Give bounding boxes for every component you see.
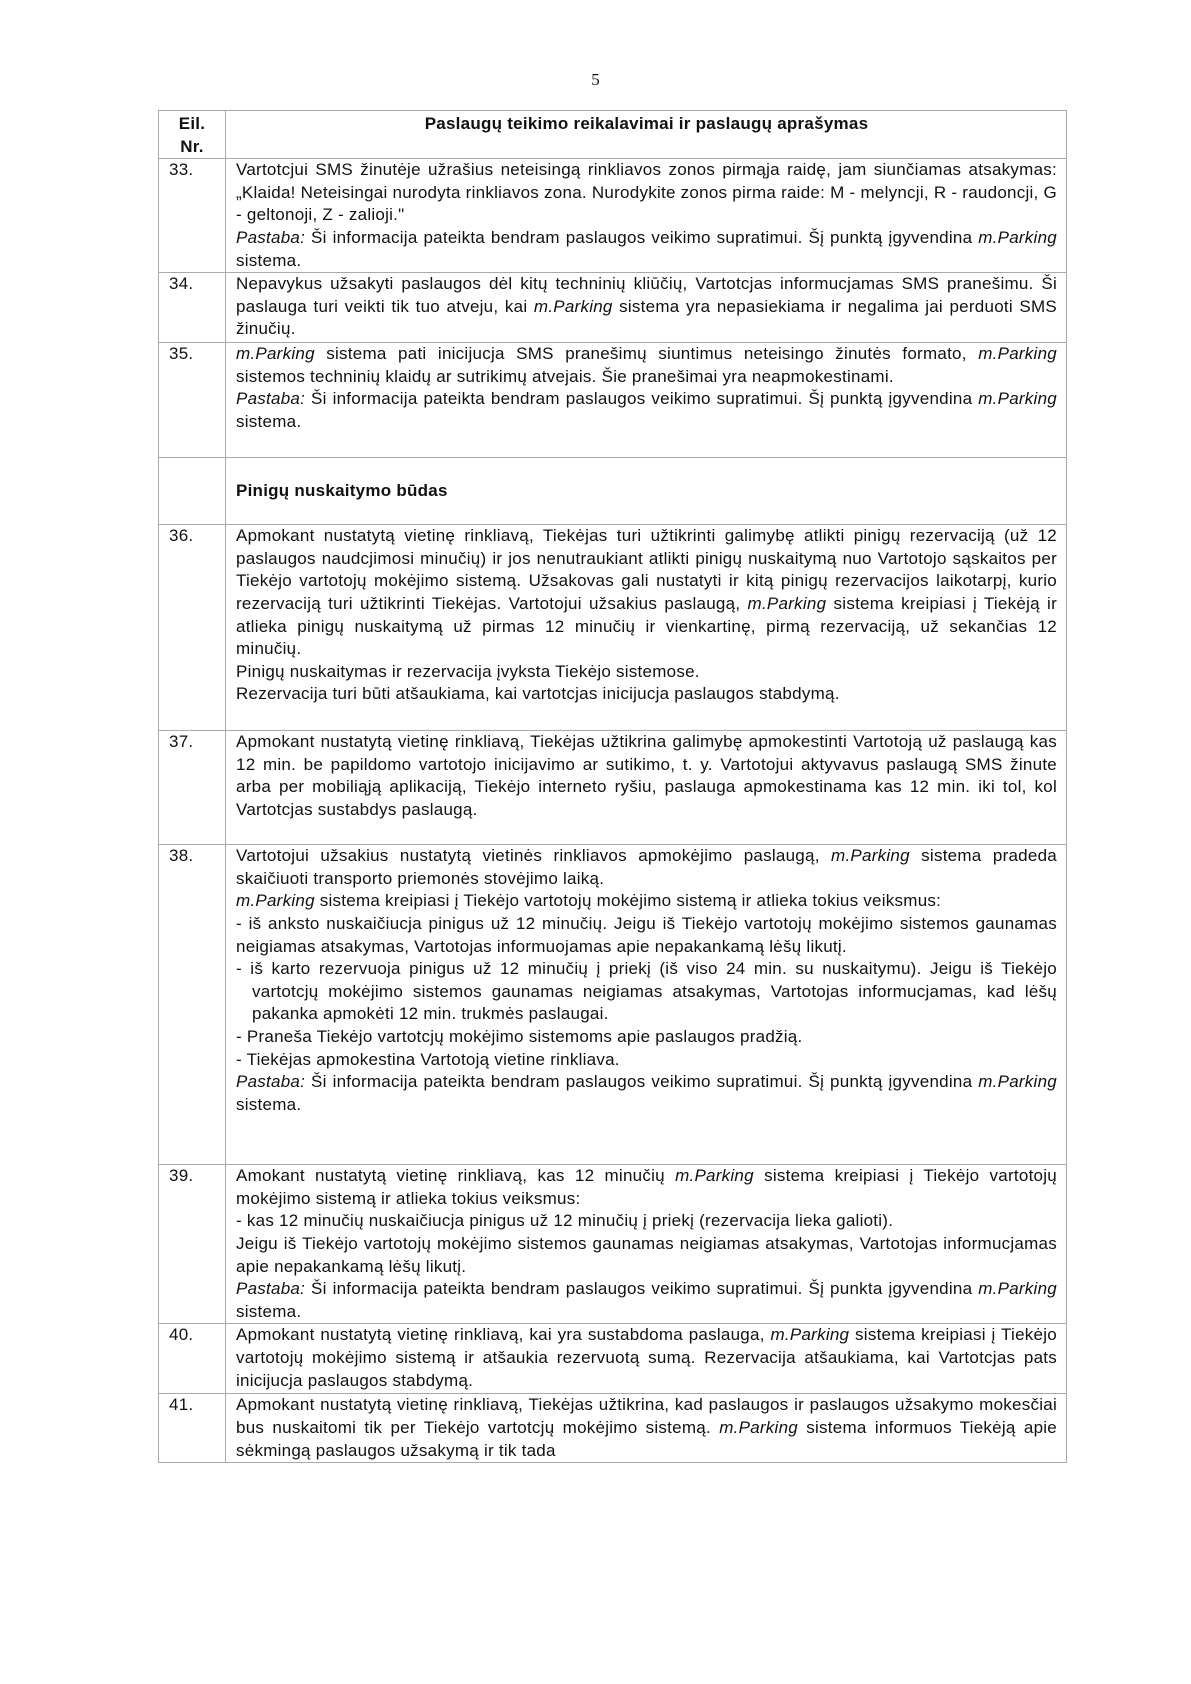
row-number: 34. [159,273,226,343]
row-description [226,845,1067,1165]
row-number: 39. [159,1165,226,1324]
text-segment: sistema. [236,411,302,431]
paragraph [236,1026,1057,1049]
paragraph [236,1324,1057,1392]
paragraph [236,525,1057,661]
row-description [226,525,1067,731]
section-row [159,458,1067,525]
paragraph [236,958,1057,1026]
italic-text: Pastaba: [236,389,306,409]
paragraph [236,1049,1057,1072]
text-segment: sistema kreipiasi į Tiekėją ir atlieka pinigų nuskaitymą už pirmas 12 minučių ir vienkartinę, pirmą rezervaciją, už sekančias 12 minučių. [236,593,1057,659]
text-segment: sistemos techninių klaidų ar sutrikimų atvejais. Šie pranešimai yra neapmokestinami. [236,366,894,386]
italic-text: Pastaba: [236,1072,306,1092]
text-segment: - kas 12 minučių nuskaičiucja pinigus už 12 minučių į priekį (rezervacija lieka galioti). [236,1211,894,1231]
table-row [159,1165,1067,1324]
paragraph [236,227,1057,272]
text-segment: Apmokant nustatytą vietinę rinkliavą, Tiekėjas užtikrina galimybę apmokestinti Vartotoją už paslaugą kas 12 min. be papildomo vartotojo inicijavimo ar sutikimo, t. y. Vartotojui aktyvavus paslaugą SMS žinute arba per mobiliąją aplikaciją, Tiekėjo interneto ryšiu, paslauga apmokestinama kas 12 min. iki tol, kol Vartotcjas sustabdys paslaugą. [236,732,1057,819]
table-row [159,845,1067,1165]
row-number: 35. [159,343,226,458]
row-number: 33. [159,159,226,273]
table-body [159,159,1067,1463]
paragraph [236,661,1057,684]
header-description: Paslaugų teikimo reikalavimai ir paslaugų aprašymas [226,111,1067,159]
text-segment: Vartotcjui SMS žinutėje užrašius neteisingą rinkliavos zonos pirmąja raidę, jam siunčiamas atsakymas: „Klaida! Neteisingai nurodyta rinkliavos zona. Nurodykite zonos pirma raide: M - melyncji, R - raudoncji, G - geltonoji, Z - zalioji." [236,160,1057,225]
text-segment: - Tiekėjas apmokestina Vartotoją vietine rinkliava. [236,1049,620,1069]
row-description [226,273,1067,343]
paragraph [236,388,1057,433]
row-description [226,1394,1067,1463]
section-heading [236,480,1057,503]
italic-text: Pastaba: [236,1279,306,1299]
text-segment: sistema yra nepasiekiama ir negalima jai perduoti SMS žinučių. [236,296,1057,339]
paragraph [236,1210,1057,1233]
table-row [159,343,1067,458]
italic-text: m.Parking [978,227,1057,247]
italic-text: m.Parking [236,344,315,364]
table-row [159,159,1067,273]
text-segment: Ši informacija pateikta bendram paslaugos veikimo supratimui. Šį punktą įgyvendina [305,1072,979,1092]
text-segment: - Praneša Tiekėjo vartotcjų mokėjimo sistemoms apie paslaugos pradžią. [236,1026,803,1046]
text-segment: sistema. [236,250,302,270]
row-description [226,1324,1067,1394]
requirements-table [158,110,1067,1463]
text-segment: Apmokant nustatytą vietinę rinkliavą, Tiekėjas užtikrina, kad paslaugos ir paslaugos užsakymo mokesčiai bus nuskaitomi tik per Tiekėjo vartotcjų mokėjimo sistemą. [236,1395,1057,1437]
page-number: 5 [591,70,600,89]
text-segment: Apmokant nustatytą vietinę rinkliavą, kai yra sustabdoma paslauga, [236,1325,771,1345]
paragraph [236,159,1057,227]
row-description [226,731,1067,845]
text-segment: sistema kreipiasi į Tiekėjo vartotojų mokėjimo sistemą ir atlieka tokius veiksmus: [314,891,942,911]
text-segment: sistema pradeda skaičiuoti transporto priemonės stovėjimo laiką. [236,846,1057,888]
italic-text: m.Parking [747,593,827,613]
row-description [226,458,1067,525]
italic-text: m.Parking [719,1417,798,1437]
italic-text: Pastaba: [236,227,306,247]
text-segment: Apmokant nustatytą vietinę rinkliavą, Tiekėjas turi užtikrinti galimybę atlikti pinigų rezervaciją (už 12 paslaugos naudcjimosi minučių) ir jos nenutraukiant atlikti pinigų nuskaitymą nuo Vartotojo sąskaitos per Tiekėjo vartotojų mokėjimo sistemą. Užsakovas gali nustatyti ir kitą pinigų rezervacijos laikotarpį, kurio rezervaciją turi užtikrinti Tiekėjas. Vartotojui užsakius paslaugą, [236,526,1057,613]
text-segment: Pinigų nuskaitymo būdas [236,481,448,501]
paragraph [236,1278,1057,1323]
paragraph [236,845,1057,890]
row-number: 41. [159,1394,226,1463]
italic-text: m.Parking [978,389,1057,409]
row-number [159,458,226,525]
table-row [159,273,1067,343]
italic-text: m.Parking [978,1279,1057,1299]
text-segment: - iš anksto nuskaičiucja pinigus už 12 minučių. Jeigu iš Tiekėjo vartotojų mokėjimo sistemos gaunamas neigiamas atsakymas, Vartotojas informuojamas apie nepakankamą lėšų likutį. [236,913,1057,956]
italic-text: m.Parking [978,1072,1057,1092]
paragraph [236,890,1057,913]
paragraph [236,1233,1057,1278]
table-header-row [159,111,1067,159]
row-description [226,159,1067,273]
text-segment: Pinigų nuskaitymas ir rezervacija įvyksta Tiekėjo sistemose. [236,661,700,681]
row-description [226,343,1067,458]
row-number: 40. [159,1324,226,1394]
row-number: 38. [159,845,226,1165]
italic-text: m.Parking [533,296,613,316]
table-row [159,525,1067,731]
paragraph [236,1394,1057,1462]
italic-text: m.Parking [831,846,910,866]
paragraph [236,731,1057,821]
header-number: Eil. Nr. [159,111,226,159]
italic-text: m.Parking [770,1325,850,1345]
italic-text: m.Parking [675,1166,754,1186]
paragraph [236,273,1057,341]
text-segment: sistema pati inicijucja SMS pranešimų siuntimus neteisingo žinutės formato, [314,344,979,364]
text-segment: Ši informacija pateikta bendram paslaugos veikimo supratimui. Šį punkta įgyvendina [305,1279,979,1299]
paragraph [236,1071,1057,1116]
text-segment: Vartotojui užsakius nustatytą vietinės rinkliavos apmokėjimo paslaugą, [236,846,832,866]
text-segment: - iš karto rezervuoja pinigus už 12 minučių į priekį (iš viso 24 min. su nuskaitymu). Jeigu iš Tiekėjo vartotcjų mokėjimo sistemos gaunamas neigiamas atsakymas, Vartotojas informucjamas, kad lėšų pakanka apmokėti 12 min. trukmės paslaugai. [236,959,1057,1024]
text-segment: sistema kreipiasi į Tiekėjo vartotojų mokėjimo sistemą ir atšaukia rezervuotą sumą. Rezervacija atšaukiama, kai Vartotcjas pats inicijucja paslaugos stabdymą. [236,1325,1057,1390]
row-number: 37. [159,731,226,845]
text-segment: Nepavykus užsakyti paslaugos dėl kitų techninių kliūčių, Vartotcjas informucjamas SMS pranešimu. Ši paslauga turi veikti tik tuo atveju, kai [236,274,1057,316]
text-segment: sistema informuos Tiekėją apie sėkmingą paslaugos užsakymą ir tik tada [236,1417,1058,1460]
text-segment: Amokant nustatytą vietinę rinkliavą, kas 12 minučių [236,1166,676,1186]
table-row [159,1394,1067,1463]
italic-text: m.Parking [236,891,315,911]
text-segment: Ši informacija pateikta bendram paslaugos veikimo supratimui. Šį punktą įgyvendina [305,227,979,247]
paragraph [236,1165,1057,1210]
table-row [159,731,1067,845]
text-segment: Jeigu iš Tiekėjo vartotojų mokėjimo sistemos gaunamas neigiamas atsakymas, Vartotojas informucjamas apie nepakankamą lėšų likutį. [236,1233,1057,1276]
text-segment: sistema. [236,1301,302,1321]
table-row [159,1324,1067,1394]
text-segment: Rezervacija turi būti atšaukiama, kai vartotcjas inicijucja paslaugos stabdymą. [236,684,840,704]
text-segment: sistema. [236,1094,302,1114]
text-segment: Ši informacija pateikta bendram paslaugos veikimo supratimui. Šį punktą įgyvendina [305,389,979,409]
row-number: 36. [159,525,226,731]
text-segment: sistema kreipiasi į Tiekėjo vartotojų mokėjimo sistemą ir atlieka tokius veiksmus: [236,1166,1057,1208]
row-description [226,1165,1067,1324]
paragraph [236,343,1057,388]
paragraph [236,913,1057,958]
italic-text: m.Parking [978,344,1057,364]
paragraph [236,683,1057,706]
